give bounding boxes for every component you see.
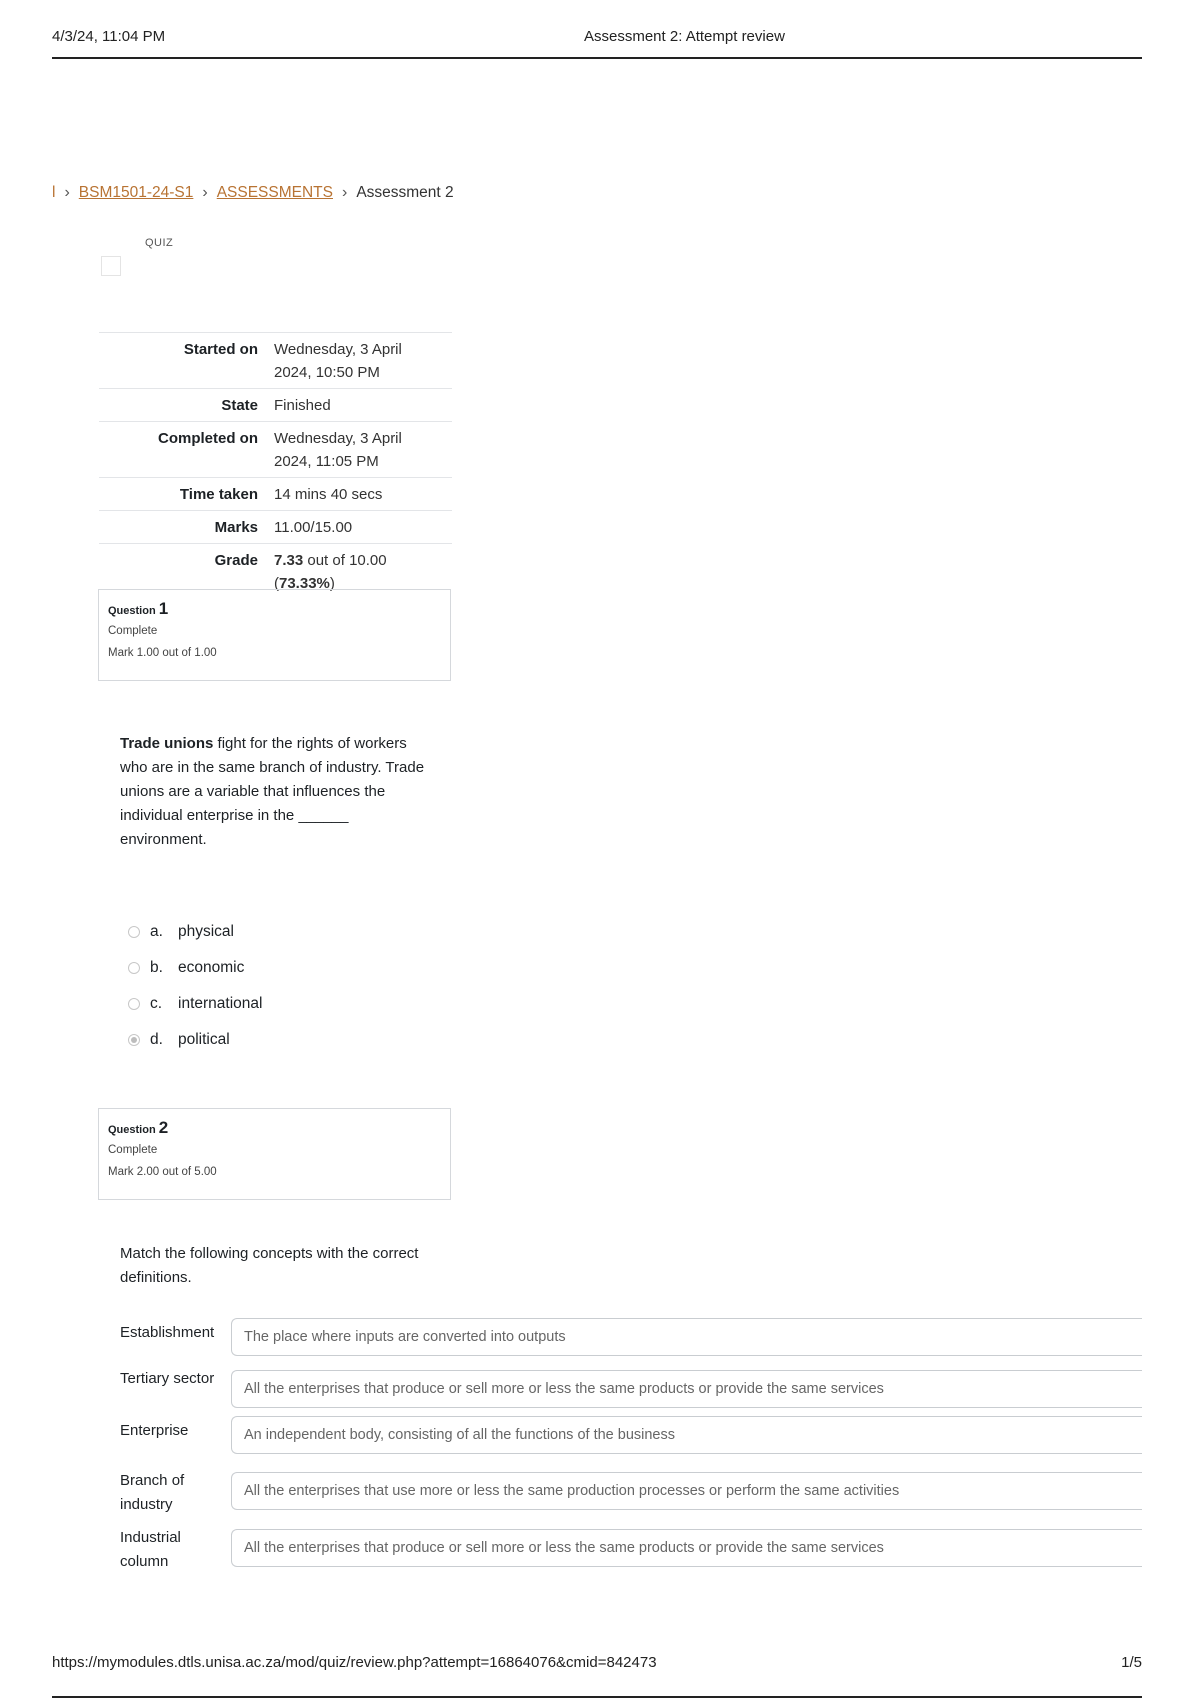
question-state: Complete	[108, 625, 158, 637]
answer-text: political	[178, 1031, 230, 1048]
question-2-text: Match the following concepts with the correct definitions.	[120, 1245, 419, 1286]
print-date: 4/3/24, 11:04 PM	[52, 28, 166, 45]
answer-text: economic	[178, 959, 245, 976]
answer-letter: b.	[150, 959, 163, 976]
question-1-info	[98, 589, 451, 681]
summary-row-started	[99, 333, 452, 389]
question-mark: Mark 2.00 out of 5.00	[108, 1166, 217, 1178]
match-concept: Establishment	[120, 1324, 215, 1341]
summary-row-state	[99, 389, 452, 422]
started-value: Wednesday, 3 April 2024, 10:50 PM	[274, 341, 402, 381]
match-answer-select[interactable]: All the enterprises that produce or sell more or less the same products or provide the same services	[231, 1529, 1142, 1567]
radio-button[interactable]	[128, 926, 140, 938]
state-value: Finished	[274, 397, 331, 414]
match-answer-select[interactable]: All the enterprises that produce or sell more or less the same products or provide the same services	[231, 1370, 1142, 1408]
print-header	[52, 27, 1142, 59]
question-state: Complete	[108, 1144, 158, 1156]
match-concept: Tertiary sector	[120, 1370, 215, 1387]
question-mark: Mark 1.00 out of 1.00	[108, 647, 217, 659]
radio-button[interactable]	[128, 998, 140, 1010]
match-concept: Industrial column	[120, 1529, 181, 1570]
answer-letter: d.	[150, 1031, 163, 1048]
answer-option	[128, 1022, 262, 1058]
match-answer-select[interactable]: An independent body, consisting of all the functions of the business	[231, 1416, 1142, 1454]
print-page-title: Assessment 2: Attempt review	[584, 28, 785, 45]
completed-label: Completed on	[158, 430, 258, 447]
answer-text: international	[178, 995, 263, 1012]
answer-option	[128, 986, 262, 1022]
breadcrumb-truncated: l	[52, 184, 56, 201]
grade-label: Grade	[214, 552, 258, 569]
quiz-icon	[101, 256, 121, 276]
state-label: State	[221, 397, 258, 414]
completed-value: Wednesday, 3 April 2024, 11:05 PM	[274, 430, 402, 470]
question-1-text: Trade unions fight for the rights of workers who are in the same branch of industry. Trade unions are a variable that influences the individual enterprise in the ______ environment.	[120, 735, 425, 848]
chevron-right-icon: ›	[202, 184, 208, 201]
summary-row-time	[99, 478, 452, 511]
radio-button[interactable]	[128, 962, 140, 974]
breadcrumb-section-link[interactable]: ASSESSMENTS	[216, 184, 333, 201]
summary-row-completed	[99, 422, 452, 478]
answer-option	[128, 914, 262, 950]
breadcrumb-current: Assessment 2	[356, 184, 454, 201]
breadcrumb-course-link[interactable]: BSM1501-24-S1	[78, 184, 194, 201]
print-page-number: 1/5	[1121, 1654, 1142, 1671]
question-2-info	[98, 1108, 451, 1200]
time-taken-label: Time taken	[179, 486, 258, 503]
marks-value: 11.00/15.00	[274, 519, 353, 536]
answer-letter: a.	[150, 923, 163, 940]
activity-type-label: QUIZ	[145, 237, 174, 249]
question-number: Question 2	[108, 1118, 169, 1137]
match-answer-select[interactable]: All the enterprises that use more or less the same production processes or perform the same activities	[231, 1472, 1142, 1510]
match-answer-select[interactable]: The place where inputs are converted into outputs	[231, 1318, 1142, 1356]
question-1-answers	[128, 914, 262, 1058]
radio-button[interactable]	[128, 1034, 140, 1046]
time-taken-value: 14 mins 40 secs	[274, 486, 383, 503]
print-footer	[52, 1650, 1142, 1698]
marks-label: Marks	[214, 519, 258, 536]
question-number: Question 1	[108, 599, 169, 618]
match-concept: Enterprise	[120, 1422, 189, 1439]
started-label: Started on	[183, 341, 258, 358]
answer-letter: c.	[150, 995, 163, 1012]
answer-text: physical	[178, 923, 234, 940]
grade-value: 7.33 out of 10.00 (73.33%)	[274, 552, 387, 592]
summary-row-marks	[99, 511, 452, 544]
attempt-summary-table	[99, 332, 452, 599]
chevron-right-icon: ›	[341, 184, 348, 201]
match-concept: Branch of industry	[120, 1472, 185, 1513]
breadcrumb	[52, 184, 454, 202]
chevron-right-icon: ›	[64, 184, 70, 201]
print-url: https://mymodules.dtls.unisa.ac.za/mod/quiz/review.php?attempt=16864076&cmid=842473	[52, 1654, 657, 1671]
answer-option	[128, 950, 262, 986]
